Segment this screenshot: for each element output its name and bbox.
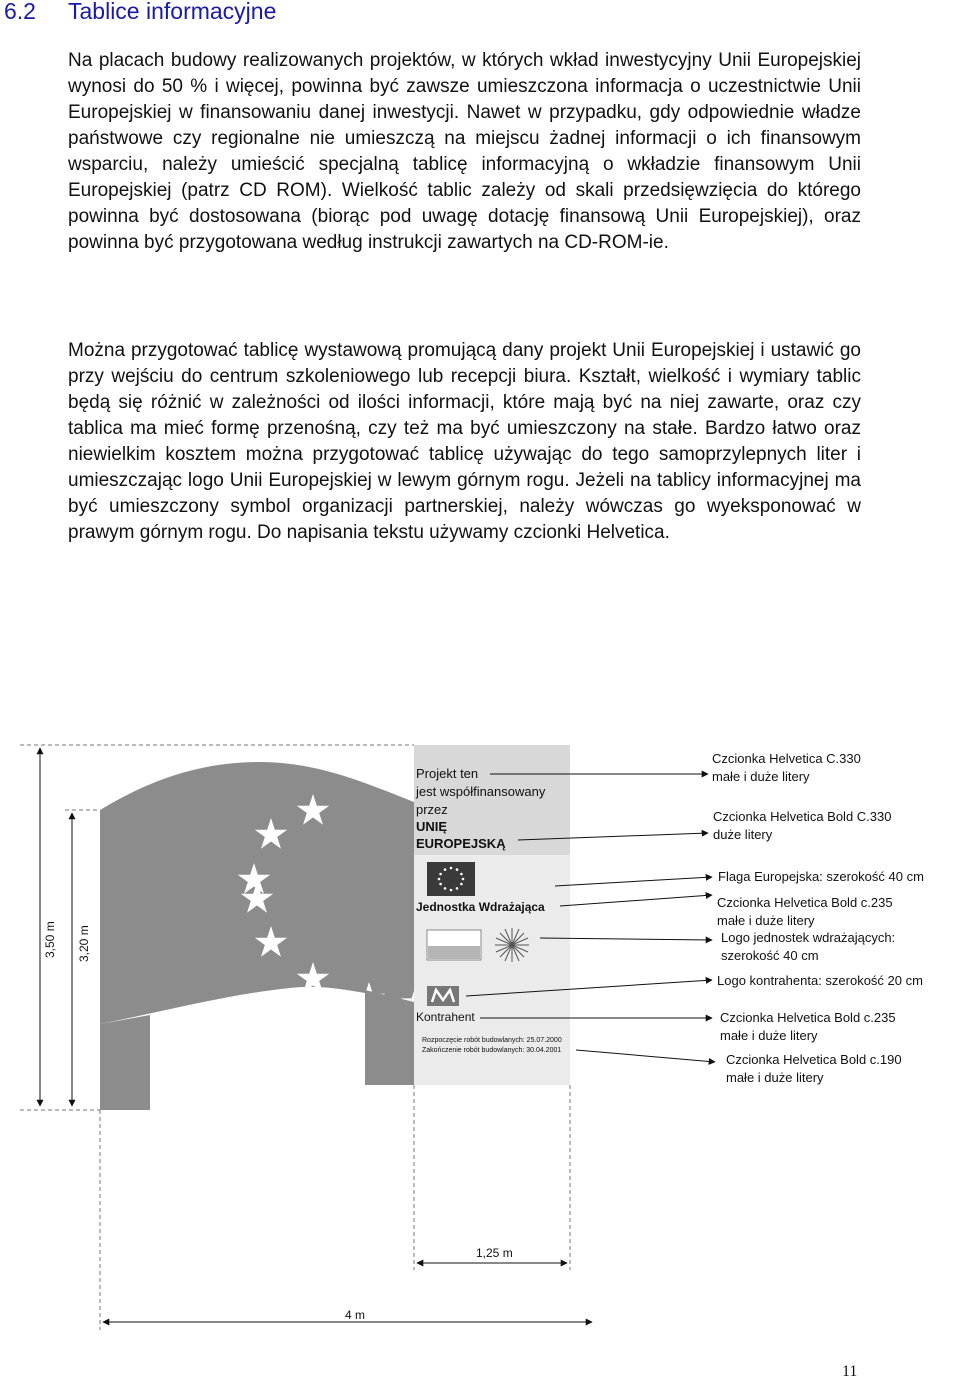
panel-line-4: UNIĘ (416, 819, 448, 834)
page-number: 11 (842, 1363, 858, 1380)
panel-line-1: Projekt ten (416, 766, 479, 781)
annotation-6-line1: Logo kontrahenta: szerokość 20 cm (717, 973, 923, 988)
eu-flag-icon (427, 862, 475, 896)
annotation-8 (726, 1051, 902, 1087)
annotation-3 (718, 868, 924, 886)
panel-agency: Jednostka Wdrażająca (416, 900, 545, 914)
dim-total-height: 3,50 m (43, 921, 57, 958)
dim-total-width: 4 m (345, 1308, 366, 1322)
annotation-8-line2: małe i duże litery (726, 1070, 824, 1085)
dim-panel-width: 1,25 m (476, 1246, 513, 1260)
annotation-5 (721, 929, 895, 965)
annotation-2-line2: duże litery (713, 827, 773, 842)
annotation-5-line1: Logo jednostek wdrażających: (721, 930, 896, 945)
paragraph-2: Można przygotować tablicę wystawową promującą dany projekt Unii Europejskiej i ustawić go przy wejściu do centrum szkoleniowego lub recepcji biura. Kształt, wielkość i wymiary tablic będą się różnić w zależności od ilości informacji, które mają być na niej zawarte, oraz czy tablica ma mieć formę przenośną, czy też ma być umieszczony na stałe. Bardzo łatwo oraz niewielkim kosztem można przygotować tablicę używając do tego samoprzylepnych liter i umieszczając logo Unii Europejskiej w lewym górnym rogu. Jeżeli na tablicy informacyjnej ma być umieszczony symbol organizacji partnerskiej, należy wówczas go wyeksponować w prawym górnym rogu. Do napisania tekstu używamy czcionki Helvetica. (68, 340, 861, 543)
annotation-6 (717, 972, 923, 990)
section-heading (4, 0, 276, 25)
annotation-1-line1: Czcionka Helvetica C.330 (712, 751, 861, 766)
annotation-4 (717, 894, 893, 930)
dim-flag-height: 3,20 m (77, 925, 91, 962)
annotation-arrow (555, 877, 712, 886)
annotation-4-line1: Czcionka Helvetica Bold c.235 (717, 895, 893, 910)
panel-line-3: przez (416, 802, 448, 817)
panel-line-5: EUROPEJSKĄ (416, 836, 506, 851)
annotation-arrow (560, 895, 712, 906)
annotation-7-line2: małe i duże litery (720, 1028, 818, 1043)
annotation-2 (713, 808, 891, 844)
annotation-arrow (576, 1050, 715, 1062)
panel-line-2: jest współfinansowany (416, 784, 546, 799)
annotation-1 (712, 750, 861, 786)
panel-start-date: Rozpoczęcie robót budowlanych: 25.07.2000 (422, 1037, 562, 1044)
annotation-3-line1: Flaga Europejska: szerokość 40 cm (718, 869, 924, 884)
panel-contractor: Kontrahent (416, 1010, 475, 1024)
annotation-2-line1: Czcionka Helvetica Bold C.330 (713, 809, 892, 824)
flag-left-leg (100, 1015, 150, 1110)
annotation-7-line1: Czcionka Helvetica Bold c.235 (720, 1010, 896, 1025)
paragraph-1: Na placach budowy realizowanych projektów, w których wkład inwestycyjny Unii Europejskiej wynosi do 50 % i więcej, powinna być zawsze umieszczona informacja o uczestnictwie Unii Europejskiej w finansowaniu danej inwestycji. Nawet w przypadku, gdy odpowiednie władze państwowe czy regionalne nie umieszczą na miejscu żadnej informacji o ich finansowym wsparciu, należy umieścić specjalną tablicę informacyjną o wkładzie finansowym Unii Europejskiej (patrz CD ROM). Wielkość tablic zależy od skali przedsięwzięcia do którego powinna być dostosowana (biorąc pod uwagę dotację finansową Unii Europejskiej), oraz powinna być przygotowana według instrukcji zawartych na CD-ROM-ie. (68, 50, 861, 253)
annotation-4-line2: małe i duże litery (717, 913, 815, 928)
section-number: 6.2 (4, 0, 36, 24)
section-title: Tablice informacyjne (68, 0, 277, 24)
agency-logo-burst-icon (495, 928, 529, 962)
annotation-8-line1: Czcionka Helvetica Bold c.190 (726, 1052, 902, 1067)
contractor-logo-icon (427, 986, 459, 1006)
annotation-5-line2: szerokość 40 cm (721, 948, 819, 963)
annotation-7 (720, 1009, 896, 1045)
annotation-1-line2: małe i duże litery (712, 769, 810, 784)
flag-right-leg (365, 990, 414, 1085)
panel-end-date: Zakończenie robót budowlanych: 30.04.2001 (422, 1047, 562, 1054)
